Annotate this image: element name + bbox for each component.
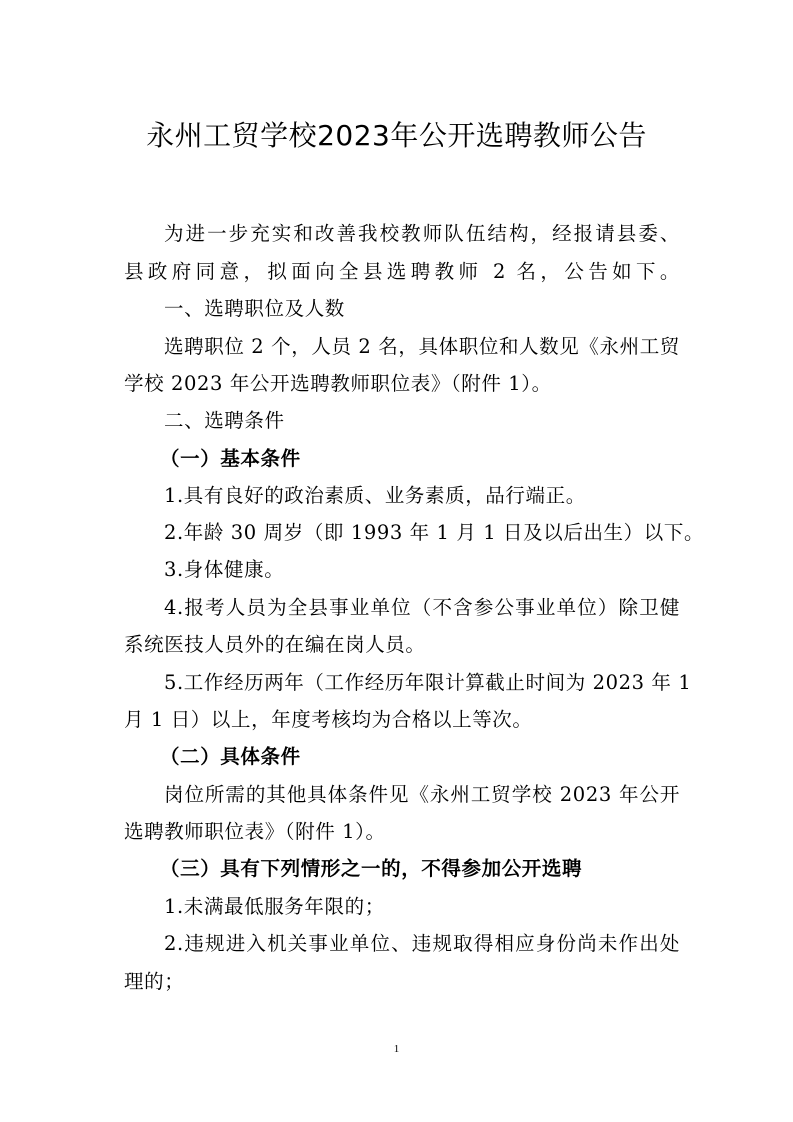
basic-condition-4-line-2: 系统医技人员外的在编在岗人员。: [124, 633, 426, 656]
basic-condition-4-line-1: 4.报考人员为全县事业单位（不含参公事业单位）除卫健: [164, 596, 680, 619]
page-number: 1: [393, 1043, 400, 1055]
basic-conditions-heading: （一）基本条件: [160, 447, 301, 470]
excluded-condition-1: 1.未满最低服务年限的；: [164, 895, 385, 918]
section-1-line-1: 选聘职位 2 个，人员 2 名，具体职位和人数见《永州工贸: [164, 335, 680, 358]
page-title: 永州工贸学校2023年公开选聘教师公告: [146, 119, 647, 152]
basic-condition-2: 2.年龄 30 周岁（即 1993 年 1 月 1 日及以后出生）以下。: [164, 521, 705, 544]
specific-conditions-heading: （二）具体条件: [160, 745, 301, 768]
basic-condition-5-line-2: 月 1 日）以上，年度考核均为合格以上等次。: [124, 708, 533, 731]
intro-line-1: 为进一步充实和改善我校教师队伍结构，经报请县委、: [164, 222, 680, 245]
basic-condition-3: 3.身体健康。: [164, 558, 285, 581]
basic-condition-5-line-1: 5.工作经历两年（工作经历年限计算截止时间为 2023 年 1: [164, 671, 692, 694]
excluded-conditions-heading: （三）具有下列情形之一的，不得参加公开选聘: [160, 857, 583, 880]
excluded-condition-2-line-2: 理的；: [124, 970, 185, 993]
excluded-condition-2-line-1: 2.违规进入机关事业单位、违规取得相应身份尚未作出处: [164, 932, 680, 955]
intro-line-2: 县政府同意，拟面向全县选聘教师 2 名，公告如下。: [124, 260, 680, 283]
section-1-line-2: 学校 2023 年公开选聘教师职位表》（附件 1）。: [124, 372, 552, 395]
basic-condition-1: 1.具有良好的政治素质、业务素质，品行端正。: [164, 484, 586, 507]
specific-conditions-line-2: 选聘教师职位表》（附件 1）。: [124, 820, 386, 843]
specific-conditions-line-1: 岗位所需的其他具体条件见《永州工贸学校 2023 年公开: [164, 783, 680, 806]
section-2-heading: 二、选聘条件: [164, 409, 285, 432]
section-1-heading: 一、选聘职位及人数: [164, 297, 345, 320]
